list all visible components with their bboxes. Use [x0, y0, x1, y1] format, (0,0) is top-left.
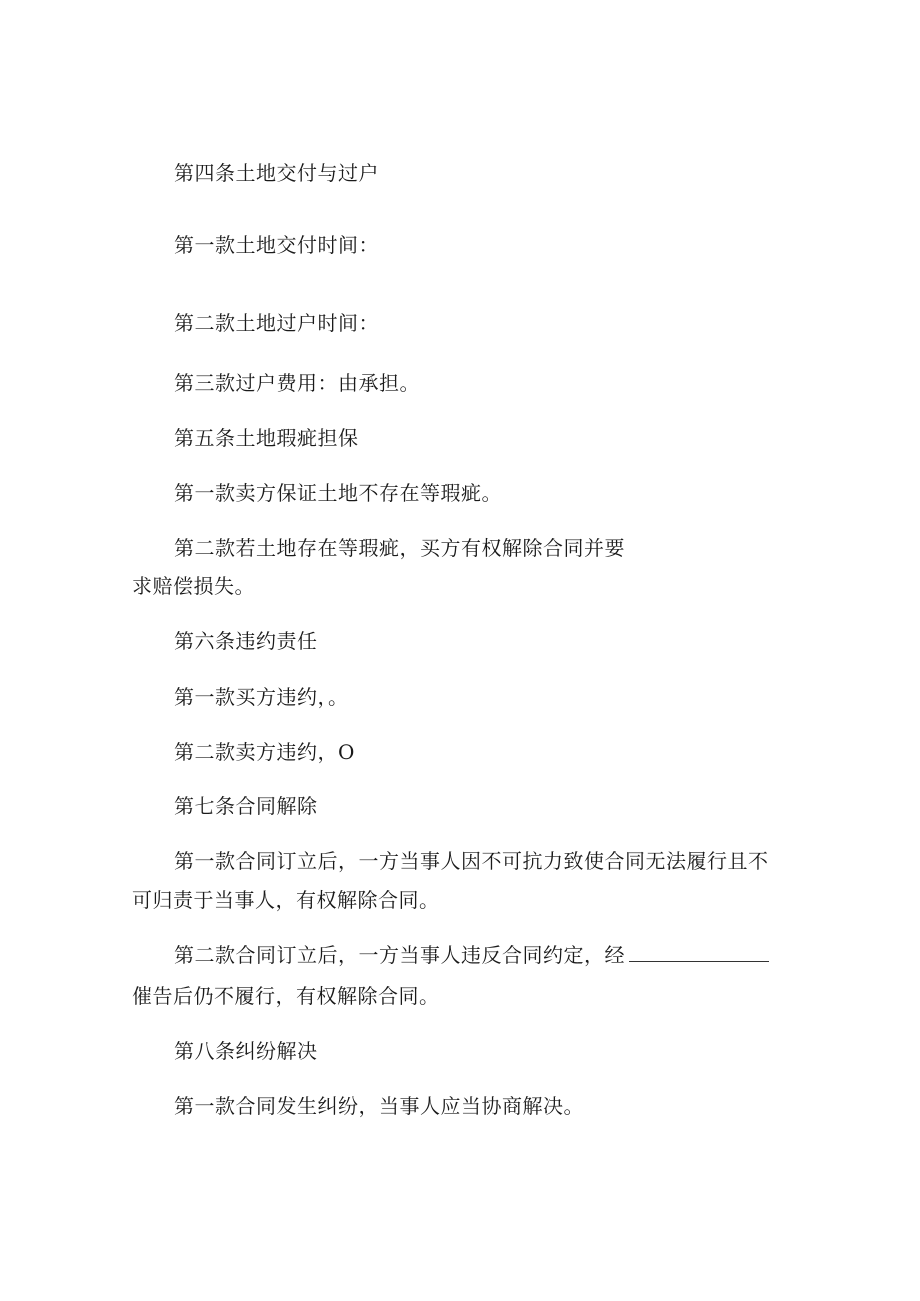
article-8-clause-1: 第一款合同发生纠纷，当事人应当协商解决。 [174, 1094, 584, 1118]
article-8-title: 第八条纠纷解决 [174, 1039, 318, 1063]
article-5-clause-2-line-1: 第二款若土地存在等瑕疵，买方有权解除合同并要 [174, 536, 625, 560]
fill-in-blank [629, 943, 769, 962]
article-7-clause-1-line-2: 可归责于当事人，有权解除合同。 [132, 888, 440, 912]
article-6-clause-1: 第一款买方违约，。 [174, 685, 349, 709]
article-7-clause-1-line-1: 第一款合同订立后，一方当事人因不可抗力致使合同无法履行且不 [174, 849, 769, 873]
article-6-title: 第六条违约责任 [174, 629, 318, 653]
article-5-title: 第五条土地瑕疵担保 [174, 426, 359, 450]
article-7-clause-2-line-1 [174, 942, 769, 968]
article-4-clause-3: 第三款过户费用：由承担。 [174, 371, 420, 395]
article-5-clause-1: 第一款卖方保证土地不存在等瑕疵。 [174, 481, 502, 505]
article-4-clause-2: 第二款土地过户时间： [174, 311, 379, 335]
article-4-clause-1: 第一款土地交付时间： [174, 233, 379, 257]
article-6-clause-2: 第二款卖方违约，O [174, 740, 355, 764]
article-5-clause-2-line-2: 求赔偿损失。 [132, 574, 255, 598]
article-7-clause-2-line-2: 催告后仍不履行，有权解除合同。 [132, 984, 440, 1008]
article-4-title: 第四条土地交付与过户 [174, 161, 379, 185]
article-7-clause-2-text: 第二款合同订立后，一方当事人违反合同约定，经 [174, 943, 625, 967]
article-7-title: 第七条合同解除 [174, 794, 318, 818]
